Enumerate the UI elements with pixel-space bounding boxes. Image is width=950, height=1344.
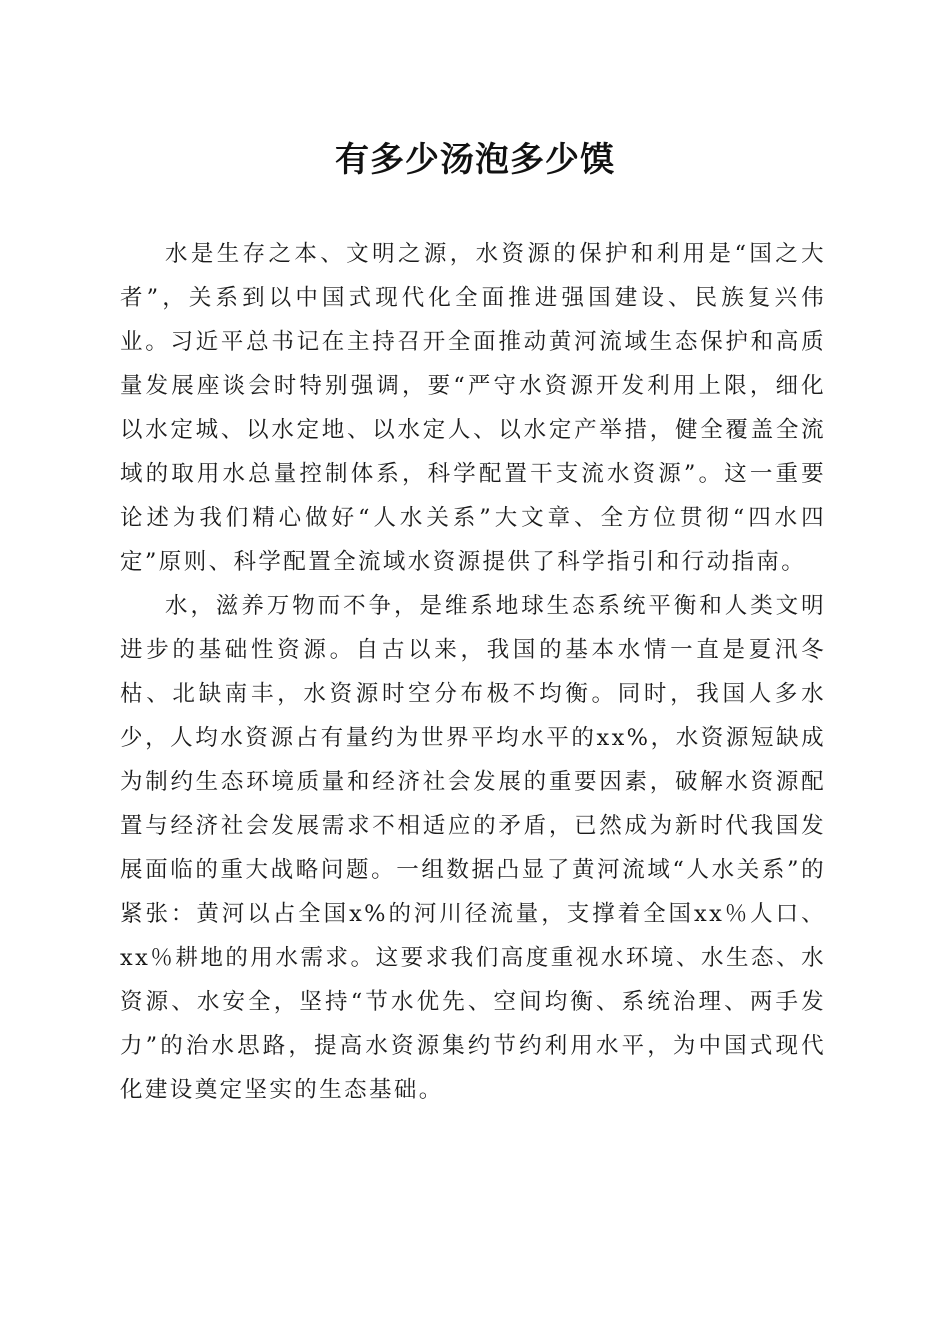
paragraph-2: 水，滋养万物而不争，是维系地球生态系统平衡和人类文明进步的基础性资源。自古以来，我国的基本水情一直是夏汛冬枯、北缺南丰，水资源时空分布极不均衡。同时，我国人多水少，人均水资源占有量约为世界平均水平的xx%，水资源短缺成为制约生态环境质量和经济社会发展的重要因素，破解水资源配置与经济社会发展需求不相适应的矛盾，已然成为新时代我国发展面临的重大战略问题。一组数据凸显了黄河流域“人水关系”的紧张：黄河以占全国x%的河川径流量，支撑着全国xx％人口、xx％耕地的用水需求。这要求我们高度重视水环境、水生态、水资源、水安全，坚持“节水优先、空间均衡、系统治理、两手发力”的治水思路，提高水资源集约节约利用水平，为中国式现代化建设奠定坚实的生态基础。 bbox=[120, 593, 826, 1103]
document-title: 有多少汤泡多少馍 bbox=[335, 140, 615, 180]
paragraph-1: 水是生存之本、文明之源，水资源的保护和利用是“国之大者”，关系到以中国式现代化全面推进强国建设、民族复兴伟业。习近平总书记在主持召开全面推动黄河流域生态保护和高质量发展座谈会时特别强调，要“严守水资源开发利用上限，细化以水定城、以水定地、以水定人、以水定产举措，健全覆盖全流域的取用水总量控制体系，科学配置干支流水资源”。这一重要论述为我们精心做好“人水关系”大文章、全方位贯彻“四水四定”原则、科学配置全流域水资源提供了科学指引和行动指南。 bbox=[120, 241, 826, 575]
document-body bbox=[120, 232, 826, 1112]
